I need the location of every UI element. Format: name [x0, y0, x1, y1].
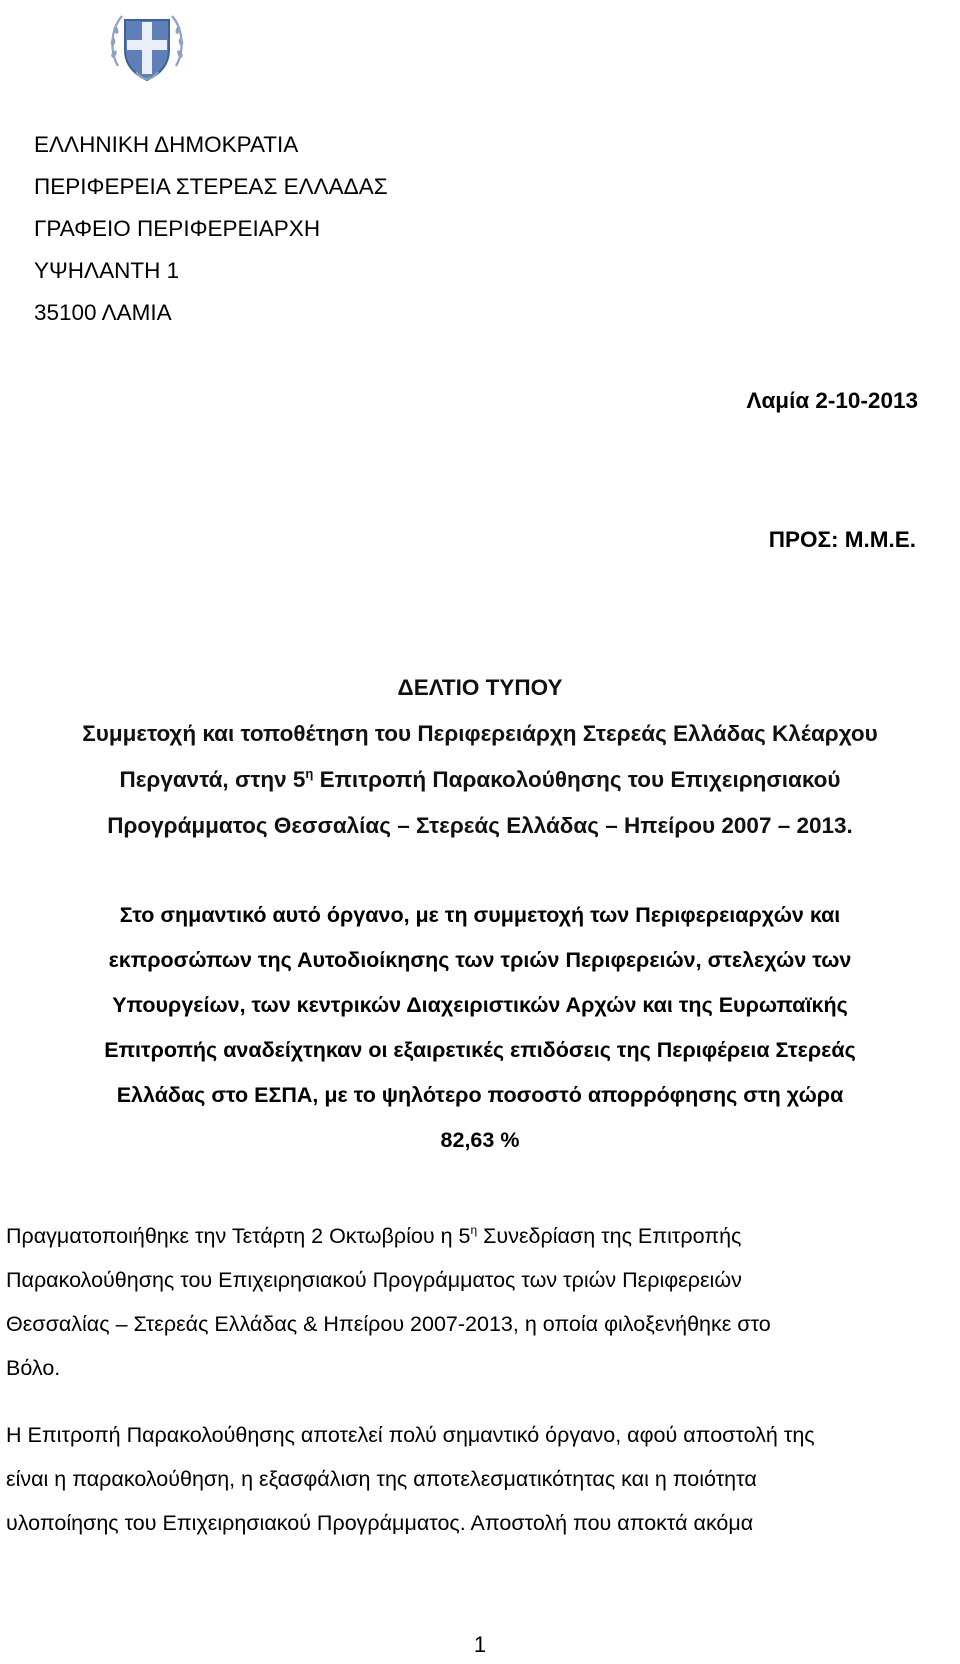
document-date: Λαμία 2-10-2013: [746, 388, 918, 413]
sender-line: ΓΡΑΦΕΙΟ ΠΕΡΙΦΕΡΕΙΑΡΧΗ: [34, 216, 321, 241]
sender-line: ΕΛΛΗΝΙΚΗ ΔΗΜΟΚΡΑΤΙΑ: [34, 132, 299, 157]
body-text: Πραγματοποιήθηκε την Τετάρτη 2 Οκτωβρίου η 5: [6, 1224, 471, 1248]
body-line: Βόλο.: [6, 1356, 61, 1380]
lead-line: Ελλάδας στο ΕΣΠΑ, με το ψηλότερο ποσοστό απορρόφησης στη χώρα: [116, 1083, 844, 1107]
lead-line: Στο σημαντικό αυτό όργανο, με τη συμμετοχή των Περιφερειαρχών και: [119, 903, 841, 927]
sender-line: 35100 ΛΑΜΙΑ: [34, 300, 172, 325]
subtitle-line: [0, 757, 960, 803]
sender-address-block: [34, 124, 388, 334]
sender-line: ΥΨΗΛΑΝΤΗ 1: [34, 258, 180, 283]
ordinal-superscript: η: [305, 766, 314, 781]
body-line: Η Επιτροπή Παρακολούθησης αποτελεί πολύ σημαντικό όργανο, αφού αποστολή της: [6, 1423, 815, 1447]
body-line: Παρακολούθησης του Επιχειρησιακού Προγράμματος των τριών Περιφερειών: [6, 1268, 742, 1292]
body-paragraph-1: [6, 1214, 946, 1390]
body-line: υλοποίησης του Επιχειρησιακού Προγράμματος. Αποστολή που αποκτά ακόμα: [6, 1511, 754, 1535]
subtitle-line: Προγράμματος Θεσσαλίας – Στερεάς Ελλάδας – Ηπείρου 2007 – 2013.: [107, 813, 853, 838]
body-paragraph-2: [6, 1413, 946, 1545]
lead-line: Υπουργείων, των κεντρικών Διαχειριστικών Αρχών και της Ευρωπαϊκής: [112, 993, 848, 1017]
ordinal-superscript: η: [470, 1223, 478, 1237]
sender-line: ΠΕΡΙΦΕΡΕΙΑ ΣΤΕΡΕΑΣ ΕΛΛΑΔΑΣ: [34, 174, 388, 199]
subtitle-text: Περγαντά, στην 5: [119, 767, 306, 792]
press-release-heading: [0, 665, 960, 849]
subtitle-line: Συμμετοχή και τοποθέτηση του Περιφερειάρχη Στερεάς Ελλάδας Κλέαρχου: [82, 721, 878, 746]
body-line: [6, 1214, 946, 1258]
lead-line: 82,63 %: [440, 1128, 520, 1152]
recipient-line: ΠΡΟΣ: Μ.Μ.Ε.: [768, 527, 916, 552]
body-text: Συνεδρίαση της Επιτροπής: [477, 1224, 742, 1248]
page-number: 1: [473, 1632, 487, 1657]
greek-state-coat-of-arms-icon: [108, 4, 186, 90]
body-line: είναι η παρακολούθηση, η εξασφάλιση της αποτελεσματικότητας και η ποιότητα: [6, 1467, 757, 1491]
press-release-title: ΔΕΛΤΙΟ ΤΥΠΟΥ: [397, 675, 563, 700]
lead-line: Επιτροπής αναδείχτηκαν οι εξαιρετικές επιδόσεις της Περιφέρεια Στερεάς: [104, 1038, 856, 1062]
body-line: Θεσσαλίας – Στερεάς Ελλάδας & Ηπείρου 2007-2013, η οποία φιλοξενήθηκε στο: [6, 1312, 771, 1336]
lead-line: εκπροσώπων της Αυτοδιοίκησης των τριών Περιφερειών, στελεχών των: [108, 948, 852, 972]
lead-paragraph: [8, 893, 952, 1163]
subtitle-text: Επιτροπή Παρακολούθησης του Επιχειρησιακού: [313, 767, 841, 792]
